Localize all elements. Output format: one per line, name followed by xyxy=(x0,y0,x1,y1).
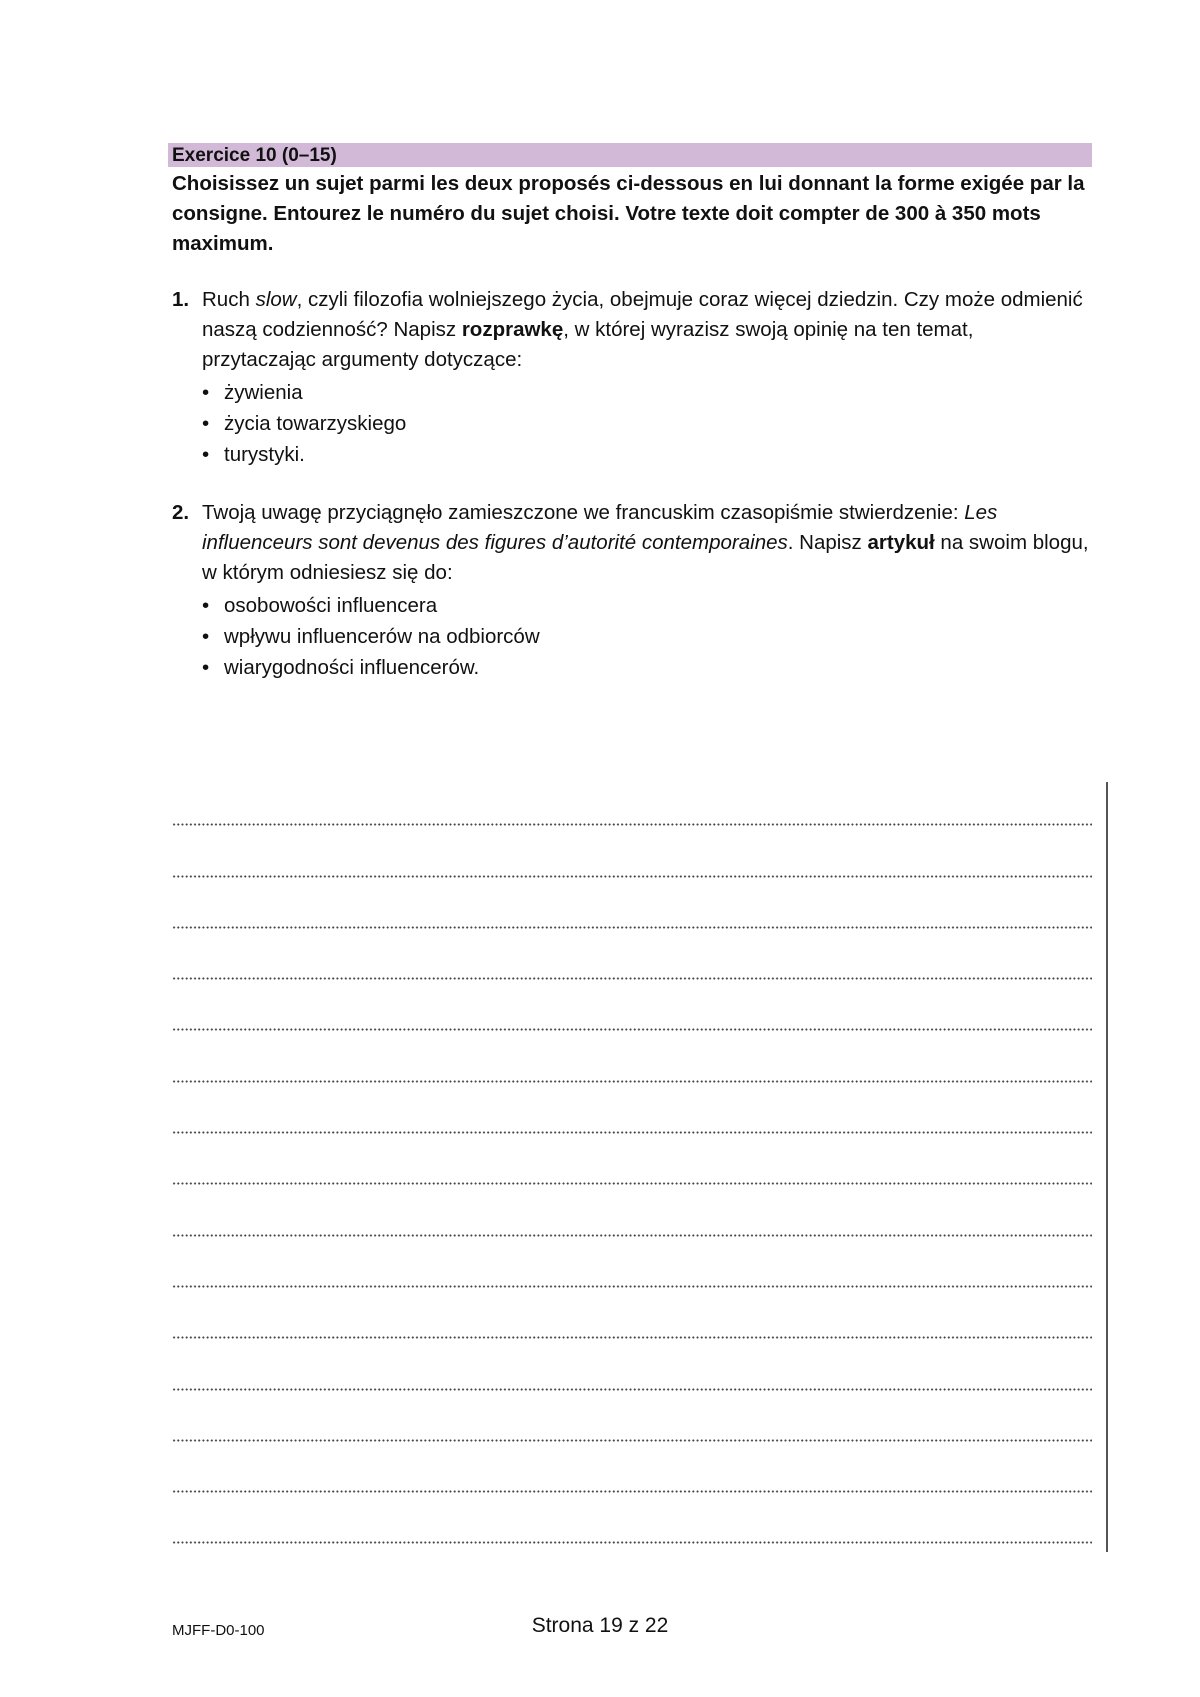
topic-1-text xyxy=(202,285,1092,375)
answer-line[interactable] xyxy=(172,1237,1092,1288)
bullet-icon: • xyxy=(202,381,210,404)
margin-line xyxy=(1106,782,1108,1552)
topic-1-text-c: , w której wyrazisz swoją opinię na ten temat, przytaczając argumenty dotyczące: xyxy=(202,318,974,371)
answer-line[interactable] xyxy=(172,929,1092,980)
bullet-icon: • xyxy=(202,443,210,466)
answer-line[interactable] xyxy=(172,775,1092,826)
list-item xyxy=(202,590,1092,621)
page-number: Strona 19 z 22 xyxy=(531,1614,669,1637)
answer-line[interactable] xyxy=(172,1134,1092,1185)
topic-2-text xyxy=(202,498,1092,588)
bullet-text: osobowości influencera xyxy=(224,594,438,617)
bullet-text: wiarygodności influencerów. xyxy=(224,656,480,679)
answer-line[interactable] xyxy=(172,1031,1092,1082)
topic-1-text-italic: slow xyxy=(255,288,297,311)
answer-line[interactable] xyxy=(172,1391,1092,1442)
answer-line[interactable] xyxy=(172,1339,1092,1390)
answer-writing-area[interactable] xyxy=(172,775,1092,1544)
topic-1-number[interactable]: 1. xyxy=(172,288,190,311)
bullet-icon: • xyxy=(202,412,210,435)
topic-1-text-b: , czyli filozofia wolniejszego życia, obejmuje coraz więcej dziedzin. Czy może odmienić naszą codzienność? Napisz xyxy=(202,288,1083,341)
exercise-instructions: Choisissez un sujet parmi les deux proposés ci-dessous en lui donnant la forme exigée par la consigne. Entourez le numéro du sujet choisi. Votre texte doit compter de 300 à 350 mots maximum. xyxy=(172,172,1085,255)
topic-2-number[interactable]: 2. xyxy=(172,501,190,524)
topic-1[interactable] xyxy=(172,285,1092,470)
answer-line[interactable] xyxy=(172,1083,1092,1134)
answer-line[interactable] xyxy=(172,1185,1092,1236)
answer-line[interactable] xyxy=(172,1493,1092,1544)
answer-line[interactable] xyxy=(172,826,1092,877)
topic-2-text-b: . Napisz xyxy=(787,531,868,554)
topic-2-text-bold: artykuł xyxy=(867,531,935,554)
bullet-icon: • xyxy=(202,656,210,679)
answer-line[interactable] xyxy=(172,980,1092,1031)
topic-2-text-italic: Les influenceurs sont devenus des figures d’autorité contemporaines xyxy=(202,501,998,554)
topic-2-text-a: Twoją uwagę przyciągnęło zamieszczone we francuskim czasopiśmie stwierdzenie: xyxy=(202,501,965,524)
topic-2-bullets xyxy=(202,590,1092,683)
answer-line[interactable] xyxy=(172,878,1092,929)
bullet-text: życia towarzyskiego xyxy=(224,412,407,435)
exercise-section xyxy=(172,143,1092,683)
bullet-text: żywienia xyxy=(224,381,303,404)
list-item xyxy=(202,652,1092,683)
list-item xyxy=(202,377,1092,408)
topic-1-text-a: Ruch xyxy=(202,288,256,311)
list-item xyxy=(202,621,1092,652)
topic-2-text-c: na swoim blogu, w którym odniesiesz się do: xyxy=(202,531,1089,584)
answer-line[interactable] xyxy=(172,1442,1092,1493)
document-code: MJFF-D0-100 xyxy=(172,1622,265,1639)
answer-line[interactable] xyxy=(172,1288,1092,1339)
bullet-text: turystyki. xyxy=(224,443,305,466)
bullet-icon: • xyxy=(202,594,210,617)
exercise-title: Exercice 10 (0–15) xyxy=(168,143,1092,167)
topic-1-bullets xyxy=(202,377,1092,470)
bullet-text: wpływu influencerów na odbiorców xyxy=(224,625,540,648)
bullet-icon: • xyxy=(202,625,210,648)
list-item xyxy=(202,439,1092,470)
list-item xyxy=(202,408,1092,439)
topic-1-text-bold: rozprawkę xyxy=(461,318,564,341)
topic-2[interactable] xyxy=(172,498,1092,683)
